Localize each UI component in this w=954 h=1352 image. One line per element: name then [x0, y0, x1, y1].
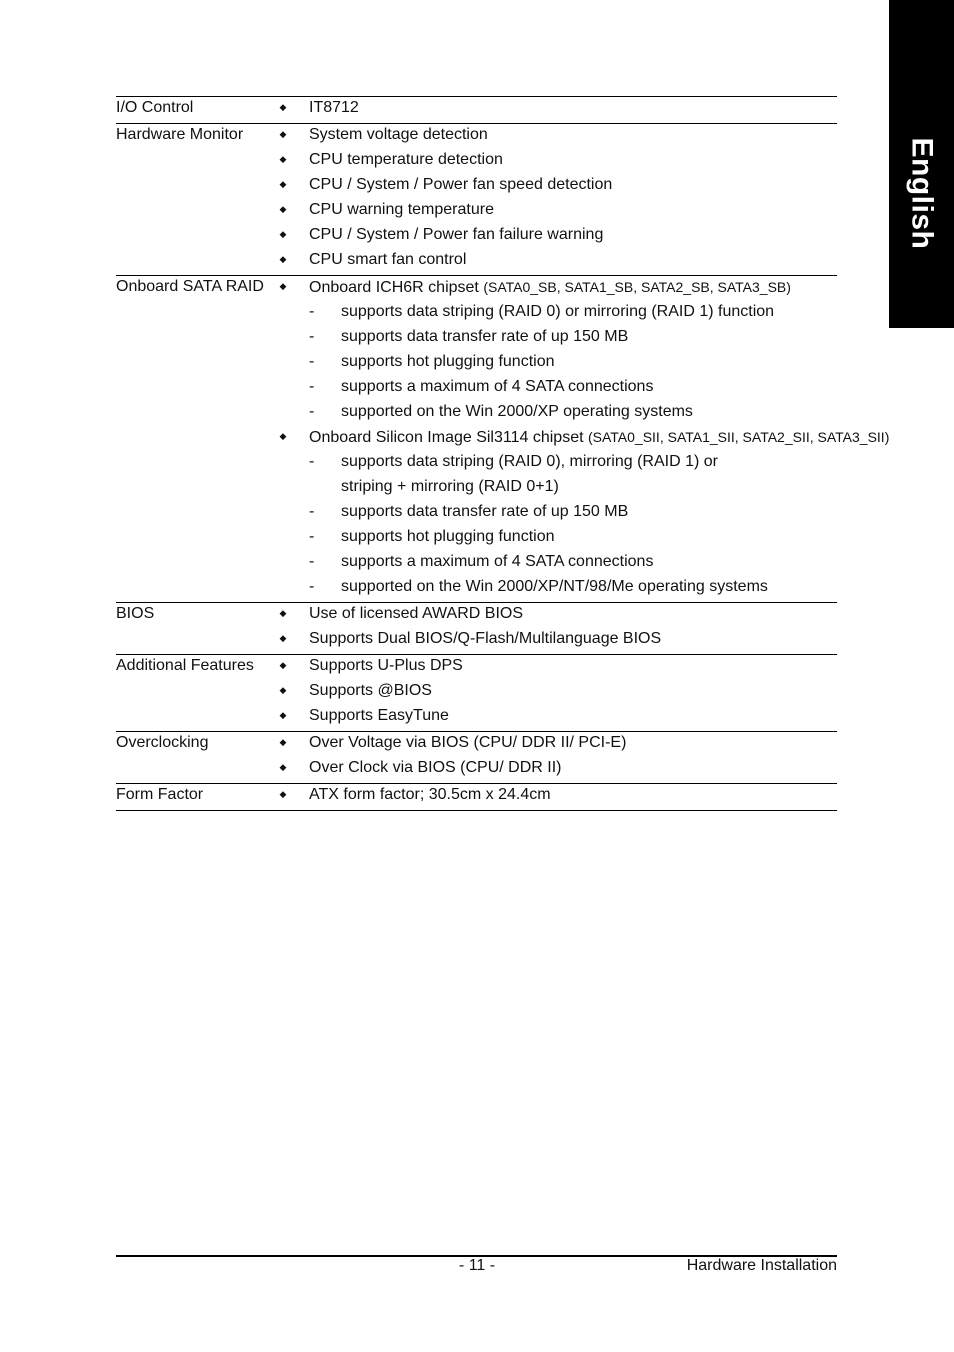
diamond-bullet-icon: ◆: [279, 154, 287, 164]
spec-item-main: Supports Dual BIOS/Q-Flash/Multilanguage BIOS: [309, 630, 662, 647]
spec-item-main: CPU / System / Power fan speed detection: [309, 176, 613, 193]
spec-subitem-text: supports data striping (RAID 0) or mirroring (RAID 1) function: [341, 303, 775, 320]
diamond-bullet-icon: ◆: [279, 102, 287, 112]
spec-item-text: [309, 224, 603, 246]
spec-row-items: [116, 784, 837, 809]
spec-item-port-list: (SATA0_SB, SATA1_SB, SATA2_SB, SATA3_SB): [483, 279, 791, 295]
spec-row: [116, 97, 837, 124]
language-tab-label: English: [905, 137, 939, 250]
spec-item-main: CPU smart fan control: [309, 251, 467, 268]
spec-item-text: [309, 732, 626, 754]
spec-item-text: [309, 705, 449, 727]
diamond-bullet-icon: ◆: [279, 229, 287, 239]
dash-marker: -: [309, 453, 315, 470]
dash-marker: -: [309, 403, 315, 420]
spec-item-main: System voltage detection: [309, 126, 488, 143]
spec-subitem-text: supports hot plugging function: [341, 528, 555, 545]
spec-item-text: [309, 149, 503, 171]
spec-row-items: [116, 276, 890, 601]
diamond-bullet-icon: ◆: [279, 204, 287, 214]
spec-item-main: Use of licensed AWARD BIOS: [309, 605, 523, 622]
spec-item: [116, 199, 837, 224]
page-number-text: - 11 -: [458, 1257, 496, 1274]
diamond-bullet-icon: ◆: [279, 608, 287, 618]
spec-item: [116, 501, 837, 526]
diamond-bullet-icon: ◆: [279, 431, 287, 441]
spec-row-items: [116, 732, 837, 782]
spec-item: [116, 326, 837, 351]
spec-item: [116, 451, 837, 476]
spec-item-main: Onboard ICH6R chipset: [309, 279, 484, 296]
spec-item-text: [309, 757, 561, 779]
spec-item-main: ATX form factor; 30.5cm x 24.4cm: [309, 786, 551, 803]
spec-item: [116, 551, 837, 576]
spec-row-label: Hardware Monitor: [116, 126, 244, 143]
spec-item: [116, 174, 837, 199]
spec-subitem-text: supports hot plugging function: [341, 353, 555, 370]
spec-item-port-list: (SATA0_SII, SATA1_SII, SATA2_SII, SATA3_SII): [587, 429, 890, 445]
spec-subitem-text: supports a maximum of 4 SATA connections: [341, 378, 654, 395]
spec-item-text: [309, 655, 463, 677]
diamond-bullet-icon: ◆: [279, 129, 287, 139]
spec-item: [116, 376, 837, 401]
spec-item: [116, 476, 837, 501]
spec-item-main: Over Voltage via BIOS (CPU/ DDR II/ PCI-E): [309, 734, 627, 751]
spec-row-items: [116, 655, 837, 730]
spec-item-text: [309, 249, 466, 271]
diamond-bullet-icon: ◆: [279, 789, 287, 799]
dash-marker: -: [309, 503, 315, 520]
dash-marker: -: [309, 328, 315, 345]
spec-row-label: Additional Features: [116, 657, 254, 674]
spec-subitem-text: supports data transfer rate of up 150 MB: [341, 503, 629, 520]
spec-item: [116, 149, 837, 174]
spec-item: [116, 351, 837, 376]
spec-item-main: Over Clock via BIOS (CPU/ DDR II): [309, 759, 562, 776]
spec-item-text: [309, 426, 889, 449]
spec-row-items: [116, 603, 837, 653]
spec-subitem-text: striping + mirroring (RAID 0+1): [341, 478, 559, 495]
spec-item: [116, 680, 837, 705]
spec-item: [116, 732, 837, 757]
diamond-bullet-icon: ◆: [279, 254, 287, 264]
spec-item: [116, 301, 837, 326]
spec-subitem-text: supports data transfer rate of up 150 MB: [341, 328, 629, 345]
dash-marker: -: [309, 378, 315, 395]
dash-marker: -: [309, 553, 315, 570]
diamond-bullet-icon: ◆: [279, 281, 287, 291]
spec-item-main: Supports @BIOS: [309, 682, 432, 699]
spec-row: [116, 732, 837, 784]
spec-item-main: Supports EasyTune: [309, 707, 449, 724]
spec-row: [116, 124, 837, 276]
spec-row-label: Onboard SATA RAID: [116, 278, 264, 295]
spec-subitem-text: supports a maximum of 4 SATA connections: [341, 553, 654, 570]
spec-item: [116, 705, 837, 730]
spec-subitem-text: supported on the Win 2000/XP operating systems: [341, 403, 693, 420]
diamond-bullet-icon: ◆: [279, 710, 287, 720]
dash-marker: -: [309, 353, 315, 370]
spec-item-text: [309, 174, 612, 196]
spec-item-text: [309, 628, 661, 650]
spec-row-label: I/O Control: [116, 99, 194, 116]
spec-item-main: Onboard Silicon Image Sil3114 chipset: [309, 429, 588, 446]
spec-row-items: [116, 124, 837, 274]
spec-item: [116, 224, 837, 249]
spec-item-text: [309, 97, 359, 119]
diamond-bullet-icon: ◆: [279, 737, 287, 747]
spec-item: [116, 784, 837, 809]
spec-item-text: [309, 784, 551, 806]
language-side-tab: [889, 0, 954, 328]
spec-item-main: CPU temperature detection: [309, 151, 503, 168]
diamond-bullet-icon: ◆: [279, 762, 287, 772]
dash-marker: -: [309, 528, 315, 545]
spec-row: [116, 276, 890, 603]
spec-row: [116, 603, 837, 655]
spec-row: [116, 784, 837, 811]
spec-item: [116, 124, 837, 149]
footer-section-title: Hardware Installation: [686, 1257, 837, 1274]
spec-item-text: [309, 276, 791, 299]
spec-item-main: Supports U-Plus DPS: [309, 657, 463, 674]
spec-item: [116, 97, 837, 122]
spec-item: [116, 603, 837, 628]
diamond-bullet-icon: ◆: [279, 179, 287, 189]
spec-item-text: [309, 603, 523, 625]
spec-item: [116, 757, 837, 782]
spec-item: [116, 526, 837, 551]
spec-item: [116, 426, 890, 451]
spec-row-items: [116, 97, 837, 122]
diamond-bullet-icon: ◆: [279, 660, 287, 670]
spec-item-text: [309, 124, 488, 146]
spec-item-main: CPU warning temperature: [309, 201, 494, 218]
spec-item: [116, 655, 837, 680]
spec-item: [116, 628, 837, 653]
spec-row-label: Overclocking: [116, 734, 209, 751]
diamond-bullet-icon: ◆: [279, 685, 287, 695]
diamond-bullet-icon: ◆: [279, 633, 287, 643]
dash-marker: -: [309, 303, 315, 320]
specification-table: [116, 96, 890, 811]
spec-item: [116, 576, 837, 601]
spec-row-label: BIOS: [116, 605, 155, 622]
spec-row: [116, 655, 837, 732]
spec-subitem-text: supported on the Win 2000/XP/NT/98/Me operating systems: [341, 578, 768, 595]
spec-row-label: Form Factor: [116, 786, 204, 803]
spec-item: [116, 249, 837, 274]
spec-item-main: CPU / System / Power fan failure warning: [309, 226, 604, 243]
spec-item-main: IT8712: [309, 99, 359, 116]
dash-marker: -: [309, 578, 315, 595]
spec-subitem-text: supports data striping (RAID 0), mirroring (RAID 1) or: [341, 453, 718, 470]
spec-item-text: [309, 199, 494, 221]
spec-item: [116, 276, 837, 301]
spec-item: [116, 401, 837, 426]
spec-item-text: [309, 680, 432, 702]
